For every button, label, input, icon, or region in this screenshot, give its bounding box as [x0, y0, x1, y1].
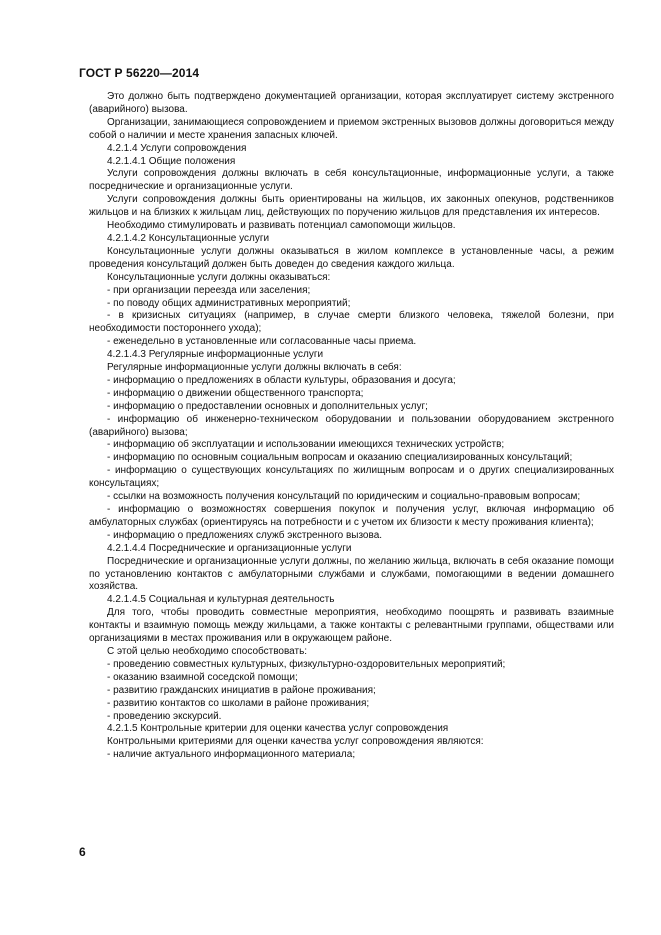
paragraph: Консультационные услуги должны оказываться:	[107, 271, 331, 283]
list-item: - ссылки на возможность получения консультаций по юридическим и социально-правовым вопросам;	[107, 491, 581, 503]
list-item: - информацию о предоставлении основных и дополнительных услуг;	[107, 400, 428, 412]
list-item: - информацию об инженерно-техническом оборудовании и пользовании оборудованием экстренного (аварийного) вызова;	[89, 413, 614, 438]
paragraph: Для того, чтобы проводить совместные мероприятия, необходимо поощрять и развивать взаимные контакты и взаимную помощь между жильцами, а также контакты с релевантными группами, обществами или организациями в местах проживания или в окружающем районе.	[89, 607, 614, 645]
list-item: - развитию контактов со школами в районе проживания;	[107, 697, 370, 709]
paragraph: Консультационные услуги должны оказываться в жилом комплексе в установленные часы, а режим проведения консультаций должен быть доведен до сведения каждого жильца.	[89, 245, 614, 270]
list-item: - информацию об эксплуатации и использовании имеющихся технических устройств;	[107, 439, 505, 451]
list-item: - информацию о движении общественного транспорта;	[107, 387, 364, 399]
paragraph: Организации, занимающиеся сопровождением и приемом экстренных вызовов должны договориться между собой о наличии и месте хранения запасных ключей.	[89, 116, 614, 141]
paragraph: С этой целью необходимо способствовать:	[107, 645, 308, 657]
section-heading: 4.2.1.4 Услуги сопровождения	[107, 142, 247, 154]
list-item: - наличие актуального информационного материала;	[107, 749, 356, 761]
list-item: - еженедельно в установленные или согласованные часы приема.	[107, 336, 417, 348]
section-heading: 4.2.1.5 Контрольные критерии для оценки качества услуг сопровождения	[107, 723, 449, 735]
paragraph: Посреднические и организационные услуги должны, по желанию жильца, включать в себя оказание помощи по установлению контактов с амбулаторными службами и службами, помогающими в ведении домашнего хозяйства.	[89, 555, 614, 593]
list-item: - при организации переезда или заселения;	[107, 284, 311, 296]
paragraph: Это должно быть подтверждено документацией организации, которая эксплуатирует систему экстренного (аварийного) вызова.	[89, 91, 614, 115]
section-heading: 4.2.1.4.3 Регулярные информационные услуги	[107, 349, 324, 361]
list-item: - проведению экскурсий.	[107, 710, 222, 722]
list-item: - информацию о существующих консультациях по жилищным вопросам и о других специализированных консультациях;	[89, 465, 614, 490]
list-item: - по поводу общих административных мероприятий;	[107, 297, 351, 309]
paragraph: Услуги сопровождения должны быть ориентированы на жильцов, их законных опекунов, родственников жильцов и на близких к жильцам лиц, действующих по поручению жильцов для представления их интересов.	[89, 194, 614, 219]
list-item: - в кризисных ситуациях (например, в случае смерти близкого человека, тяжелой болезни, при необходимости постороннего ухода);	[89, 310, 614, 335]
list-item: - развитию гражданских инициатив в районе проживания;	[107, 684, 376, 696]
list-item: - информацию о предложениях в области культуры, образования и досуга;	[107, 374, 456, 386]
section-heading: 4.2.1.4.5 Социальная и культурная деятельность	[107, 594, 335, 606]
list-item: - проведению совместных культурных, физкультурно-оздоровительных мероприятий;	[107, 658, 506, 670]
section-heading: 4.2.1.4.4 Посреднические и организационные услуги	[107, 542, 352, 554]
paragraph: Контрольными критериями для оценки качества услуг сопровождения являются:	[107, 736, 484, 748]
document-header: ГОСТ Р 56220—2014	[79, 66, 200, 80]
paragraph: Регулярные информационные услуги должны включать в себя:	[107, 362, 402, 374]
list-item: - информацию по основным социальным вопросам и оказанию специализированных консультаций;	[107, 452, 573, 464]
section-heading: 4.2.1.4.1 Общие положения	[107, 155, 236, 167]
page-number: 6	[79, 845, 86, 859]
document-body	[89, 91, 614, 762]
list-item: - оказанию взаимной соседской помощи;	[107, 671, 298, 683]
section-heading: 4.2.1.4.2 Консультационные услуги	[107, 232, 270, 244]
list-item: - информацию о предложениях служб экстренного вызова.	[107, 529, 383, 541]
paragraph: Необходимо стимулировать и развивать потенциал самопомощи жильцов.	[107, 220, 456, 232]
list-item: - информацию о возможностях совершения покупок и получения услуг, включая информацию об амбулаторных службах (ориентируясь на потребности и с учетом их близости к месту проживания клиента);	[89, 504, 614, 528]
paragraph: Услуги сопровождения должны включать в себя консультационные, информационные услуги, а также посреднические и организационные услуги.	[89, 168, 614, 193]
